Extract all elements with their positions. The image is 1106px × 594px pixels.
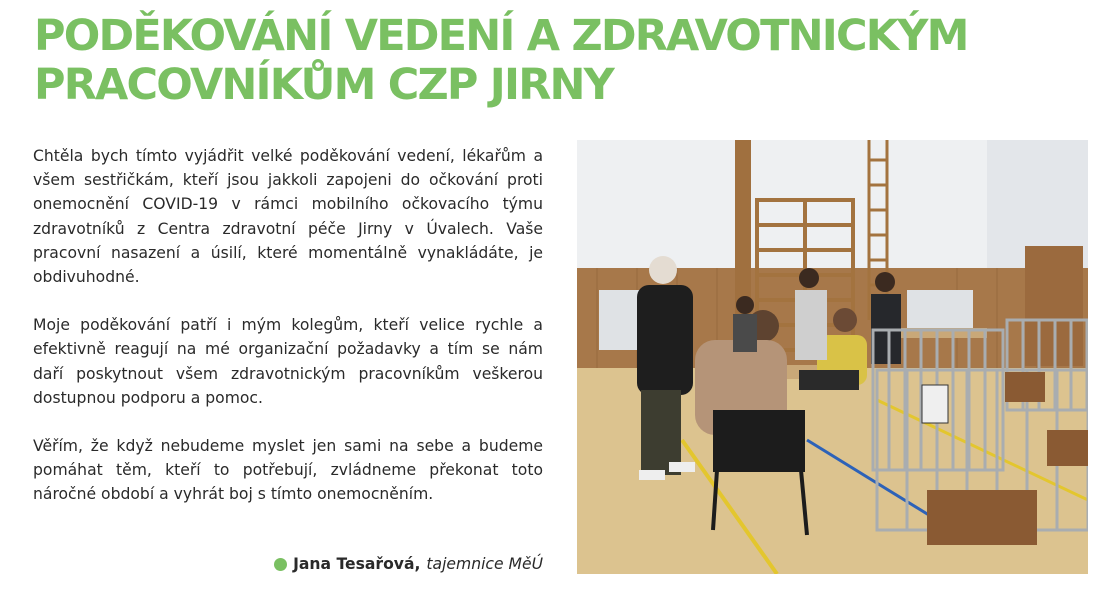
chair-front [713,410,805,472]
signature-role: tajemnice MěÚ [426,555,543,573]
person-back-left [733,296,757,352]
chair-wooden-right [1005,372,1045,402]
chair-wooden-edge [1047,430,1088,466]
article-photo [577,140,1088,574]
article-title: PODĚKOVÁNÍ VEDENÍ A ZDRAVOTNICKÝM PRACOVNÍKŮM CZP JIRNY [34,11,968,110]
paragraph-3: Věřím, že když nebudeme myslet jen sami na sebe a budeme pomáhat těm, kteří to potřebují, zvládneme překonat toto náročné období a vyhrát boj s tímto onemocněním. [33,437,543,504]
paragraph-2: Moje poděkování patří i mým kolegům, kteří velice rychle a efektivně reagují na mé organizační požadavky a tím se nám daří poskytnout všem zdravotnickým pracovníkům veškerou dostupnou podporu a pomoc. [33,316,543,407]
bag [922,385,948,423]
paragraph-1: Chtěla bych tímto vyjádřit velké poděkování vedení, lékařům a všem sestřičkám, kteří jsou jakkoli zapojeni do očkování proti onemocnění COVID-19 v rámci mobilního očkovacího týmu zdravotníků z Centra zdravotní péče Jirny v Úvalech. Vaše pracovní nasazení a úsilí, které momentálně vynakládáte, je obdivuhodné. [33,147,543,287]
chair-wooden-front [927,490,1037,545]
article-body [33,144,543,531]
signature [274,555,543,573]
bullet-dot-icon [274,558,287,571]
signature-name: Jana Tesařová, [293,555,421,573]
